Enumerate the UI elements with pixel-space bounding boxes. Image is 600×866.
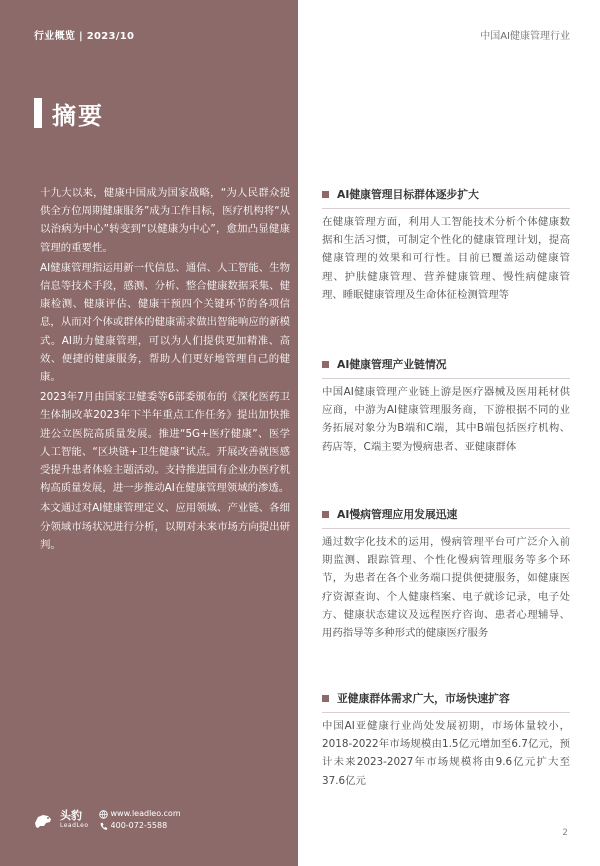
- key-point-body: 通过数字化技术的运用，慢病管理平台可广泛介入前期监测、跟踪管理、个性化慢病管理服务等多个环节，为患者在各个业务端口提供便捷服务，如健康医疗资源查询、个人健康档案、电子就诊记录，电子处方、健康状态建议及远程医疗咨询、患者心理辅导、用药指导等多种形式的健康医疗服务: [322, 536, 570, 640]
- bullet-square-icon: [322, 191, 329, 198]
- summary-paragraph-4: 本文通过对AI健康管理定义、应用领域、产业链、各细分领域市场状况进行分析，以期对未来市场方向提出研判。: [40, 502, 290, 551]
- key-point-4: [322, 690, 570, 790]
- section-title-block: [34, 96, 104, 130]
- key-point-title: AI健康管理产业链情况: [337, 357, 447, 371]
- bullet-square-icon: [322, 695, 329, 702]
- page-title: 摘要: [52, 101, 104, 130]
- phone-number: 400-072-5588: [110, 821, 168, 830]
- summary-text: [40, 184, 290, 556]
- contact-info: [99, 808, 181, 832]
- summary-paragraph-1: 十九大以来，健康中国成为国家战略，“为人民群众提供全方位周期健康服务”成为工作目标，医疗机构将“从以治病为中心”转变到“以健康为中心”，愈加凸显健康管理的重要性。: [40, 187, 290, 254]
- key-point-title: AI健康管理目标群体逐步扩大: [337, 187, 479, 201]
- key-point-3: [322, 506, 570, 642]
- key-point-title: AI慢病管理应用发展迅速: [337, 507, 458, 521]
- bullet-square-icon: [322, 361, 329, 368]
- key-point-title: 亚健康群体需求广大，市场快速扩容: [337, 691, 510, 705]
- footer-branding: [32, 808, 181, 832]
- divider: [322, 378, 570, 379]
- phone-icon: [99, 822, 108, 831]
- website-link[interactable]: www.leadleo.com: [110, 809, 181, 818]
- key-point-body: 中国AI健康管理产业链上游是医疗器械及医用耗材供应商，中游为AI健康管理服务商，下游根据不同的业务拓展对象分为B端和C端，其中B端包括医疗机构、药店等，C端主要为慢病患者、亚健康群体: [322, 386, 570, 453]
- summary-paragraph-2: AI健康管理指运用新一代信息、通信、人工智能、生物信息等技术手段，感测、分析、整合健康数据采集、健康检测、健康评估、健康干预四个关键环节的各项信息，从而对个体或群体的健康需求做出智能响应的新模式。AI助力健康管理，可以为人们提供更加精准、高效、便捷的健康服务，帮助人们更好地管理自己的健康。: [40, 261, 290, 384]
- bullet-square-icon: [322, 511, 329, 518]
- leopard-logo-icon: [32, 809, 54, 831]
- title-bar-decoration: [34, 98, 42, 128]
- logo-name-en: LeadLeo: [60, 822, 89, 829]
- key-point-body: 中国AI亚健康行业尚处发展初期，市场体量较小，2018-2022年市场规模由1.5亿元增加至6.7亿元，预计未来2023-2027年市场规模将由9.6亿元扩大至37.6亿元: [322, 720, 570, 787]
- divider: [322, 712, 570, 713]
- divider: [322, 208, 570, 209]
- divider: [322, 528, 570, 529]
- logo-name-cn: 头豹: [60, 809, 82, 822]
- key-point-1: [322, 186, 570, 304]
- key-point-2: [322, 356, 570, 456]
- key-point-body: 在健康管理方面，利用人工智能技术分析个体健康数据和生活习惯，可制定个性化的健康管理计划，提高健康管理的效果和可行性。目前已覆盖运动健康管理、护肤健康管理、营养健康管理、慢性病健康管理、睡眠健康管理及生命体征检测管理等: [322, 216, 570, 301]
- report-type-date: 行业概览 | 2023/10: [34, 31, 135, 42]
- page-number: 2: [562, 828, 568, 838]
- summary-paragraph-3: 2023年7月由国家卫健委等6部委颁布的《深化医药卫生体制改革2023年下半年重点工作任务》提出加快推进公立医院高质量发展。推进“5G+医疗健康”、医学人工智能、“区块链+卫生健康”试点。开展改善就医感受提升患者体验主题活动。支持推进国有企业办医疗机构高质量发展，进一步推动AI在健康管理领域的渗透。: [40, 391, 290, 495]
- globe-icon: [99, 810, 108, 819]
- report-title-header: 中国AI健康管理行业: [480, 31, 570, 42]
